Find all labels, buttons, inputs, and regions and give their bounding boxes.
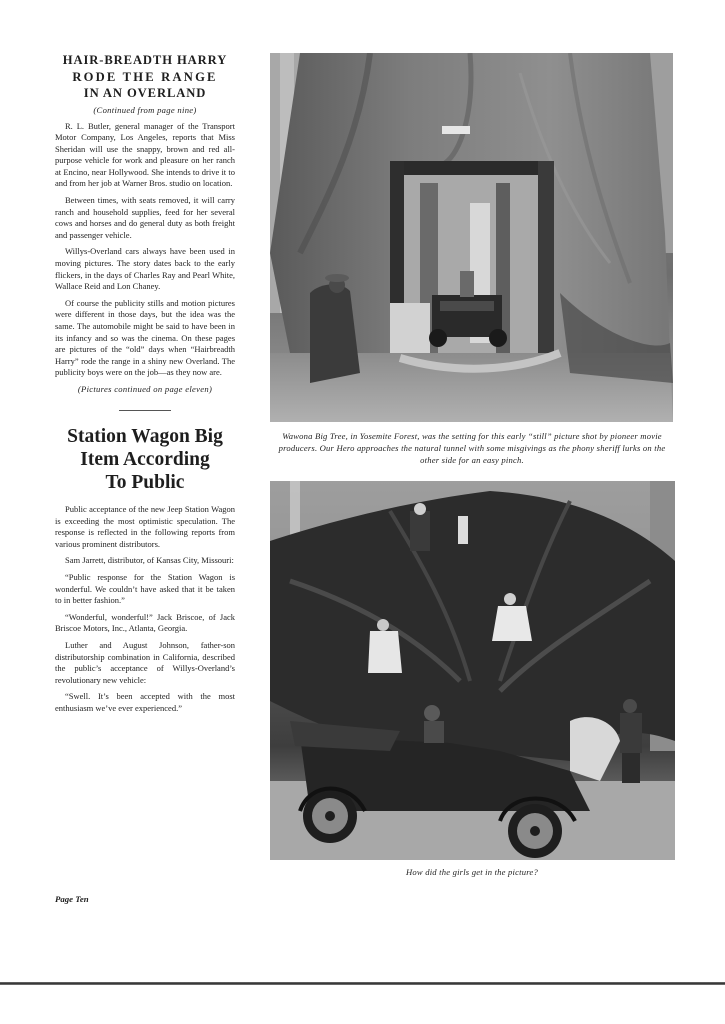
tunnel-tree-illustration xyxy=(270,53,673,422)
headline-line: Item According xyxy=(80,448,210,470)
article2-paragraph: Sam Jarrett, distributor, of Kansas City, Missouri: xyxy=(65,555,234,566)
headline-line: IN AN OVERLAND xyxy=(83,86,207,100)
article1-headline xyxy=(55,52,235,102)
headline-line: Station Wagon Big xyxy=(67,425,223,447)
page-number: Page Ten xyxy=(55,894,89,904)
article1-paragraph: Between times, with seats removed, it will carry ranch and household supplies, feed for her several cows and horses and do general duty as both freight and passenger vehicle. xyxy=(55,195,235,240)
article2-paragraph: “Wonderful, wonderful!” Jack Briscoe, of Jack Briscoe Motors, Inc., Atlanta, Georgia. xyxy=(55,611,235,634)
article2-paragraph: Luther and August Johnson, father-son distributorship combination in California, described the public’s acceptance of Willys-Overland’s revolutionary new vehicle: xyxy=(55,639,235,685)
headline-line: To Public xyxy=(105,471,185,493)
headline-line: HAIR-BREADTH HARRY xyxy=(62,53,228,67)
page-bottom-rule xyxy=(0,982,725,985)
left-column xyxy=(55,52,235,719)
article1-paragraph: R. L. Butler, general manager of the Transport Motor Company, Los Angeles, reports that Miss Sheridan will use the snappy, brown and red all-purpose vehicle for work and pleasure on her ranch at Encino, near Hollywood. She intends to drive it to and from her job at Warner Bros. studio on location. xyxy=(55,120,235,189)
article2-paragraph: “Swell. It’s been accepted with the most enthusiasm we’ve ever experienced.” xyxy=(55,691,235,713)
fallen-tree-car-illustration xyxy=(270,481,675,860)
article1-subhead: (Continued from page nine) xyxy=(93,104,197,115)
headline-line: RODE THE RANGE xyxy=(72,69,218,84)
article1-paragraph: Of course the publicity stills and motion pictures were different in those days, but the idea was the same. The automobile might be said to have been in its infancy and so was the cinema. On these pages are pictures of the “old” days when “Hairbreadth Harry” rode the range in a shiny new Overland. The publicity boys were on the job—as they now are. xyxy=(55,297,235,378)
photo-tunnel-tree xyxy=(270,53,673,422)
article1-paragraph: Willys-Overland cars always have been used in moving pictures. The story dates back to the early flickers, in the days of Charles Ray and Pearl White, Wallace Reid and Lon Chaney. xyxy=(55,246,235,292)
photo-fallen-tree-car xyxy=(270,481,675,860)
article2-headline xyxy=(55,425,235,494)
photo-tunnel-tree-caption: Wawona Big Tree, in Yosemite Forest, was the setting for this early “still” picture shot by pioneer movie producers. Our Hero approaches the natural tunnel with some misgivings as the phony sheriff lurks on the other side for an easy pinch. xyxy=(278,431,666,465)
article2-paragraph: “Public response for the Station Wagon is wonderful. We couldn’t have asked that it be taken to in better fashion.” xyxy=(55,571,235,606)
article2-paragraph: Public acceptance of the new Jeep Station Wagon is exceeding the most optimistic speculation. The response is reflected in the following reports from various prominent distributors. xyxy=(55,503,235,549)
section-divider xyxy=(119,410,171,411)
photo-fallen-tree-car-caption: How did the girls get in the picture? xyxy=(406,867,538,877)
article1-continued-note: (Pictures continued on page eleven) xyxy=(77,383,213,394)
